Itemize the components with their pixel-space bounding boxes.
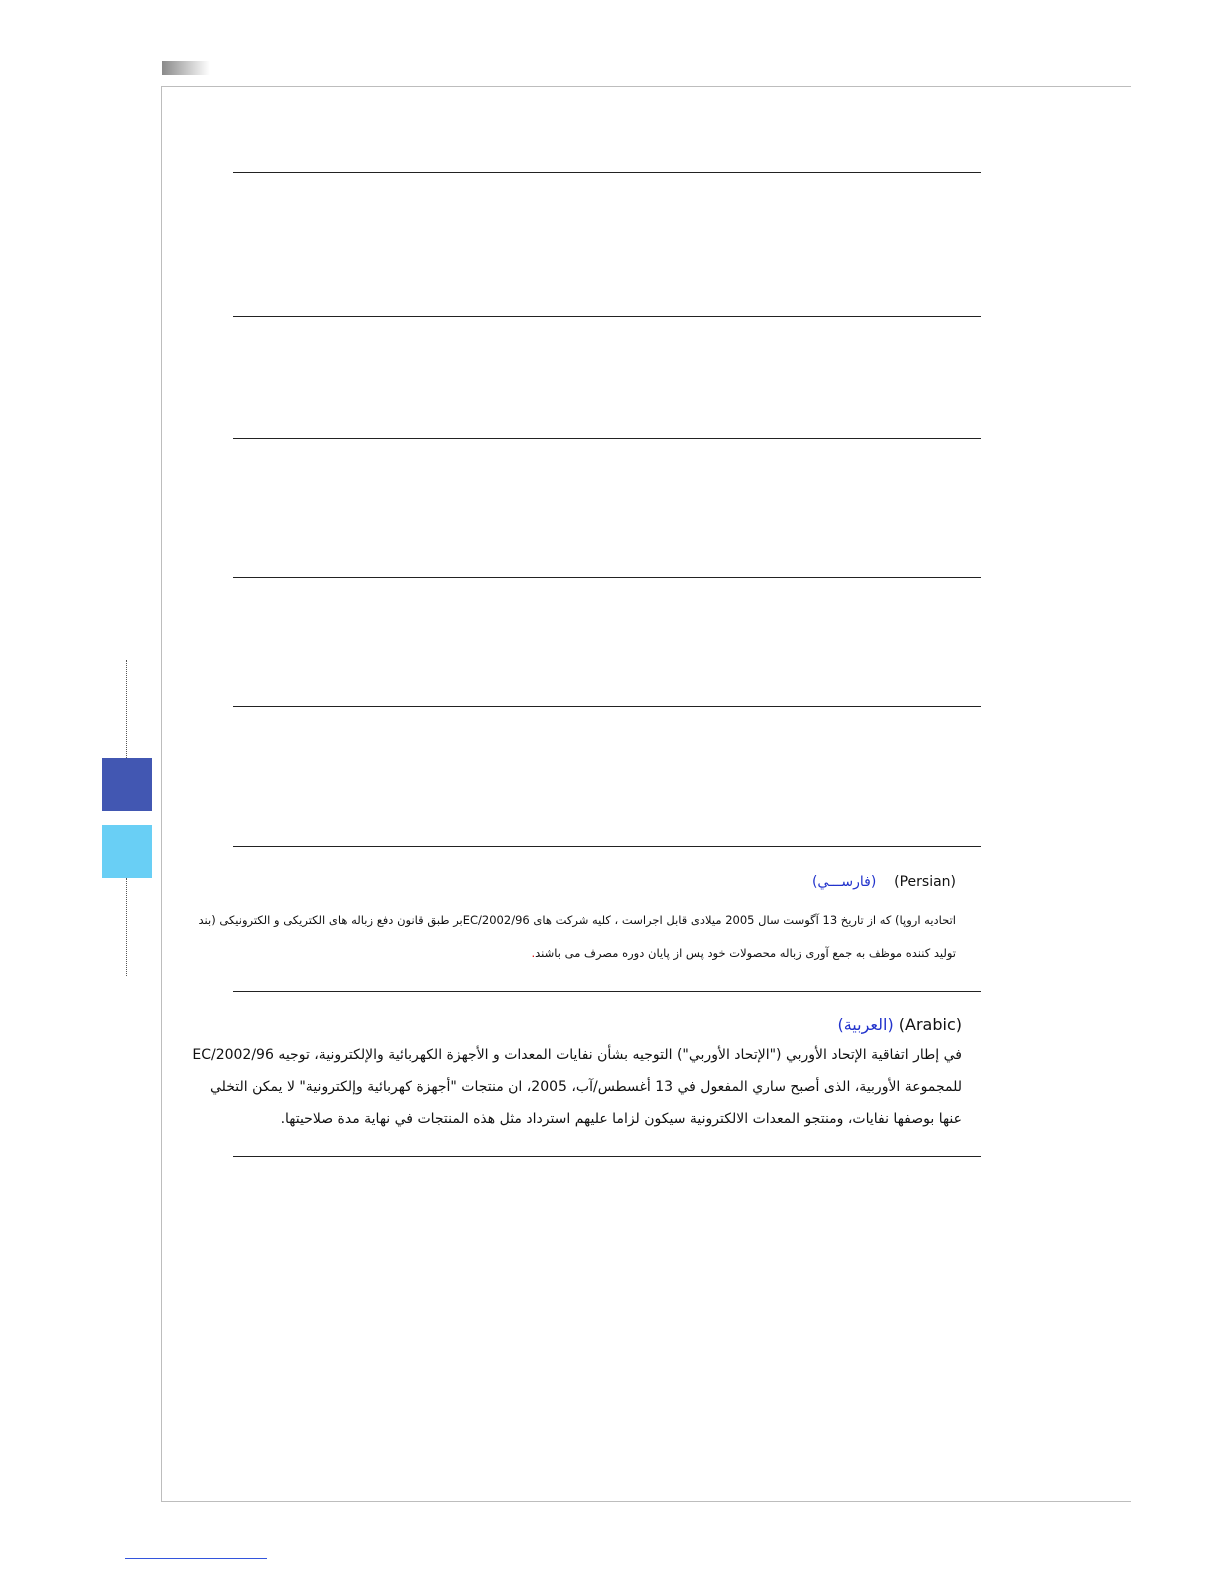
header-gradient-bar (162, 61, 210, 75)
arabic-paragraph-line: عنها بوصفها نفايات، ومنتجو المعدات الالكترونية سيكون لزاما عليهم استرداد مثل هذه المنتجات في نهاية مدة صلاحيتها. (280, 1111, 962, 1127)
section-divider (233, 316, 981, 317)
persian-line-text: تولید کننده موظف به جمع آوری زباله محصولات خود پس از پایان دوره مصرف می باشند (535, 946, 956, 960)
section-divider (233, 846, 981, 847)
persian-heading (812, 874, 956, 890)
section-divider (233, 577, 981, 578)
arabic-heading (837, 1015, 962, 1034)
persian-english-name: (Persian) (894, 874, 956, 890)
side-dotted-line-bottom (126, 878, 127, 976)
section-divider (233, 1156, 981, 1157)
persian-line-end: . (531, 946, 536, 960)
side-tab-light (102, 825, 152, 878)
section-divider (233, 991, 981, 992)
persian-paragraph-line (531, 946, 956, 960)
persian-paragraph-line: اتحادیه اروپا) که از تاریخ 13 آگوست سال 2005 میلادی قابل اجراست ، کلیه شرکت های 2002/96/ECبر طبق قانون دفع زباله های الکتریکی و الکترونیکی (بند (198, 913, 956, 927)
arabic-paragraph-line: في إطار اتفاقية الإتحاد الأوربي ("الإتحاد الأوربي") التوجيه بشأن نفايات المعدات و الأجهزة الكهربائية والإلكترونية، توجيه 2002/96/EC (192, 1047, 962, 1063)
arabic-english-name: (Arabic) (898, 1015, 962, 1034)
side-tab-dark (102, 758, 152, 811)
section-divider (233, 172, 981, 173)
arabic-paragraph-line: للمجموعة الأوربية، الذى أصبح ساري المفعول في 13 أغسطس/آب، 2005، ان منتجات "أجهزة كهربائية وإلكترونية" لا يمكن التخلي (209, 1079, 962, 1095)
arabic-native-name: (العربية) (837, 1015, 894, 1034)
section-divider (233, 438, 981, 439)
side-dotted-line-top (126, 660, 127, 758)
page-frame (161, 86, 1131, 1502)
persian-native-name: (فارســـي) (811, 874, 877, 890)
footer-underline (125, 1558, 267, 1559)
section-divider (233, 706, 981, 707)
